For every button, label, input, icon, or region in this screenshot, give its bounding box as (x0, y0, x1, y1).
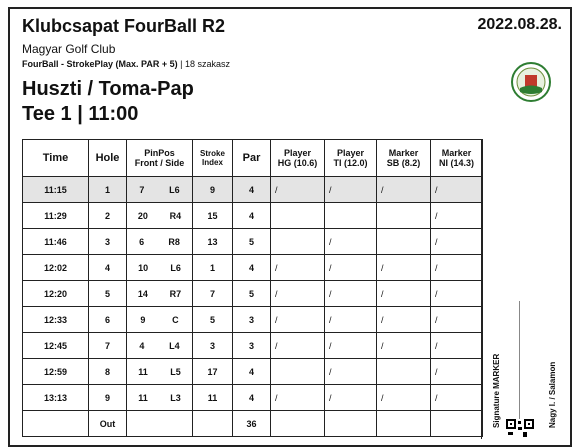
score-player-hg: / (271, 385, 325, 411)
stroke-index: 15 (193, 203, 233, 229)
score-marker-ni: / (431, 255, 483, 281)
pin-side: L6 (169, 184, 180, 195)
par-value: 4 (233, 359, 271, 385)
score-player-ti: / (325, 307, 377, 333)
score-player-ti: / (325, 229, 377, 255)
pin-side: L3 (170, 392, 181, 403)
score-player-ti: / (325, 281, 377, 307)
score-player-ti (325, 203, 377, 229)
pin-position (127, 203, 193, 229)
score-marker-ni: / (431, 307, 483, 333)
stroke-index: 11 (193, 385, 233, 411)
score-player-hg: / (271, 177, 325, 203)
hole-number: 1 (89, 177, 127, 203)
score-player-ti: / (325, 359, 377, 385)
score-marker-ni: / (431, 333, 483, 359)
score-player-hg (271, 359, 325, 385)
club-name: Magyar Golf Club (22, 42, 116, 56)
signature-panel (481, 139, 572, 439)
score-player-ti: / (325, 385, 377, 411)
out-player-ti (325, 411, 377, 437)
pin-front: 11 (138, 366, 148, 377)
stroke-index: 1 (193, 255, 233, 281)
hole-row (23, 385, 483, 411)
out-player-hg (271, 411, 325, 437)
hole-number: 5 (89, 281, 127, 307)
stroke-index: 17 (193, 359, 233, 385)
pin-side: L5 (170, 366, 181, 377)
score-player-hg: / (271, 281, 325, 307)
hole-row (23, 333, 483, 359)
tee-time: 13:13 (23, 385, 89, 411)
stroke-index: 7 (193, 281, 233, 307)
event-date: 2022.08.28. (477, 16, 562, 33)
pin-front: 10 (138, 262, 149, 273)
pin-front: 9 (140, 314, 146, 325)
score-marker-ni: / (431, 203, 483, 229)
score-marker-sb: / (377, 385, 431, 411)
out-stroke-index (193, 411, 233, 437)
pin-front: 7 (139, 184, 145, 195)
par-value: 4 (233, 385, 271, 411)
out-row (23, 411, 483, 437)
col-player-hg: Player HG (10.6) (271, 140, 325, 177)
col-player-ti: Player TI (12.0) (325, 140, 377, 177)
tee-time: 12:20 (23, 281, 89, 307)
pin-side: R4 (169, 210, 182, 221)
out-marker-sb (377, 411, 431, 437)
pin-front: 14 (137, 288, 148, 299)
hole-number: 2 (89, 203, 127, 229)
pin-side: R7 (169, 288, 182, 299)
col-hole: Hole (89, 140, 127, 177)
pin-position (127, 229, 193, 255)
par-value: 4 (233, 177, 271, 203)
out-time (23, 411, 89, 437)
hole-row (23, 255, 483, 281)
out-par-total: 36 (233, 411, 271, 437)
pin-front: 6 (139, 236, 145, 247)
hole-number: 4 (89, 255, 127, 281)
pin-position (127, 307, 193, 333)
tee-time: 11:29 (23, 203, 89, 229)
scorecard-table (22, 139, 483, 437)
score-marker-ni: / (431, 385, 483, 411)
pin-side: C (172, 314, 179, 325)
tee-time: 12:33 (23, 307, 89, 333)
pin-position (127, 385, 193, 411)
tee-time: 11:46 (23, 229, 89, 255)
score-player-hg: / (271, 307, 325, 333)
out-pinpos (127, 411, 193, 437)
score-marker-ni: / (431, 281, 483, 307)
par-value: 3 (233, 333, 271, 359)
col-stroke-index: Stroke Index (193, 140, 233, 177)
signature-label: Signature MARKER (492, 353, 501, 428)
club-logo-icon (510, 61, 552, 103)
pin-front: 11 (138, 392, 148, 403)
pin-front: 20 (137, 210, 148, 221)
score-marker-sb: / (377, 255, 431, 281)
out-label: Out (89, 411, 127, 437)
hole-number: 9 (89, 385, 127, 411)
pin-position (127, 359, 193, 385)
hole-row (23, 281, 483, 307)
players-line: Huszti / Toma-Pap (22, 78, 194, 100)
col-par: Par (233, 140, 271, 177)
tee-time: 12:02 (23, 255, 89, 281)
col-marker-ni: Marker NI (14.3) (431, 140, 483, 177)
hole-number: 3 (89, 229, 127, 255)
score-player-ti: / (325, 333, 377, 359)
score-player-hg: / (271, 255, 325, 281)
col-time: Time (23, 140, 89, 177)
stroke-index: 3 (193, 333, 233, 359)
col-pinpos: PinPos Front / Side (127, 140, 193, 177)
score-marker-ni: / (431, 229, 483, 255)
score-marker-ni: / (431, 177, 483, 203)
marker-names: Nagy I. / Salamon (548, 361, 557, 428)
score-player-ti: / (325, 255, 377, 281)
score-marker-sb (377, 229, 431, 255)
score-marker-sb: / (377, 307, 431, 333)
tee-time: 12:45 (23, 333, 89, 359)
stroke-index: 13 (193, 229, 233, 255)
out-marker-ni (431, 411, 483, 437)
signature-line (519, 301, 520, 433)
tee-time: 12:59 (23, 359, 89, 385)
tee-time: 11:15 (23, 177, 89, 203)
stroke-index: 5 (193, 307, 233, 333)
score-player-hg (271, 203, 325, 229)
format-line: FourBall - StrokePlay (Max. PAR + 5) | 18 szakasz (22, 59, 230, 69)
header-row (23, 140, 483, 177)
score-player-ti: / (325, 177, 377, 203)
score-marker-ni: / (431, 359, 483, 385)
qr-code-icon (506, 419, 534, 447)
hole-number: 7 (89, 333, 127, 359)
score-marker-sb (377, 203, 431, 229)
scorecard (8, 7, 572, 447)
score-marker-sb: / (377, 177, 431, 203)
par-value: 3 (233, 307, 271, 333)
score-marker-sb: / (377, 281, 431, 307)
hole-row (23, 359, 483, 385)
pin-position (127, 177, 193, 203)
event-title: Klubcsapat FourBall R2 (22, 16, 226, 36)
hole-row (23, 203, 483, 229)
stroke-index: 9 (193, 177, 233, 203)
pin-position (127, 281, 193, 307)
pin-position (127, 333, 193, 359)
score-player-hg: / (271, 333, 325, 359)
pin-side: L6 (170, 262, 181, 273)
pin-position (127, 255, 193, 281)
hole-row (23, 229, 483, 255)
hole-row (23, 307, 483, 333)
col-marker-sb: Marker SB (8.2) (377, 140, 431, 177)
hole-row (23, 177, 483, 203)
pin-side: R8 (168, 236, 180, 247)
score-marker-sb (377, 359, 431, 385)
par-value: 5 (233, 281, 271, 307)
par-value: 5 (233, 229, 271, 255)
tee-line: Tee 1 | 11:00 (22, 103, 139, 125)
score-player-hg (271, 229, 325, 255)
par-value: 4 (233, 255, 271, 281)
pin-side: L4 (169, 340, 180, 351)
pin-front: 4 (139, 340, 145, 351)
score-marker-sb: / (377, 333, 431, 359)
hole-number: 8 (89, 359, 127, 385)
par-value: 4 (233, 203, 271, 229)
hole-number: 6 (89, 307, 127, 333)
